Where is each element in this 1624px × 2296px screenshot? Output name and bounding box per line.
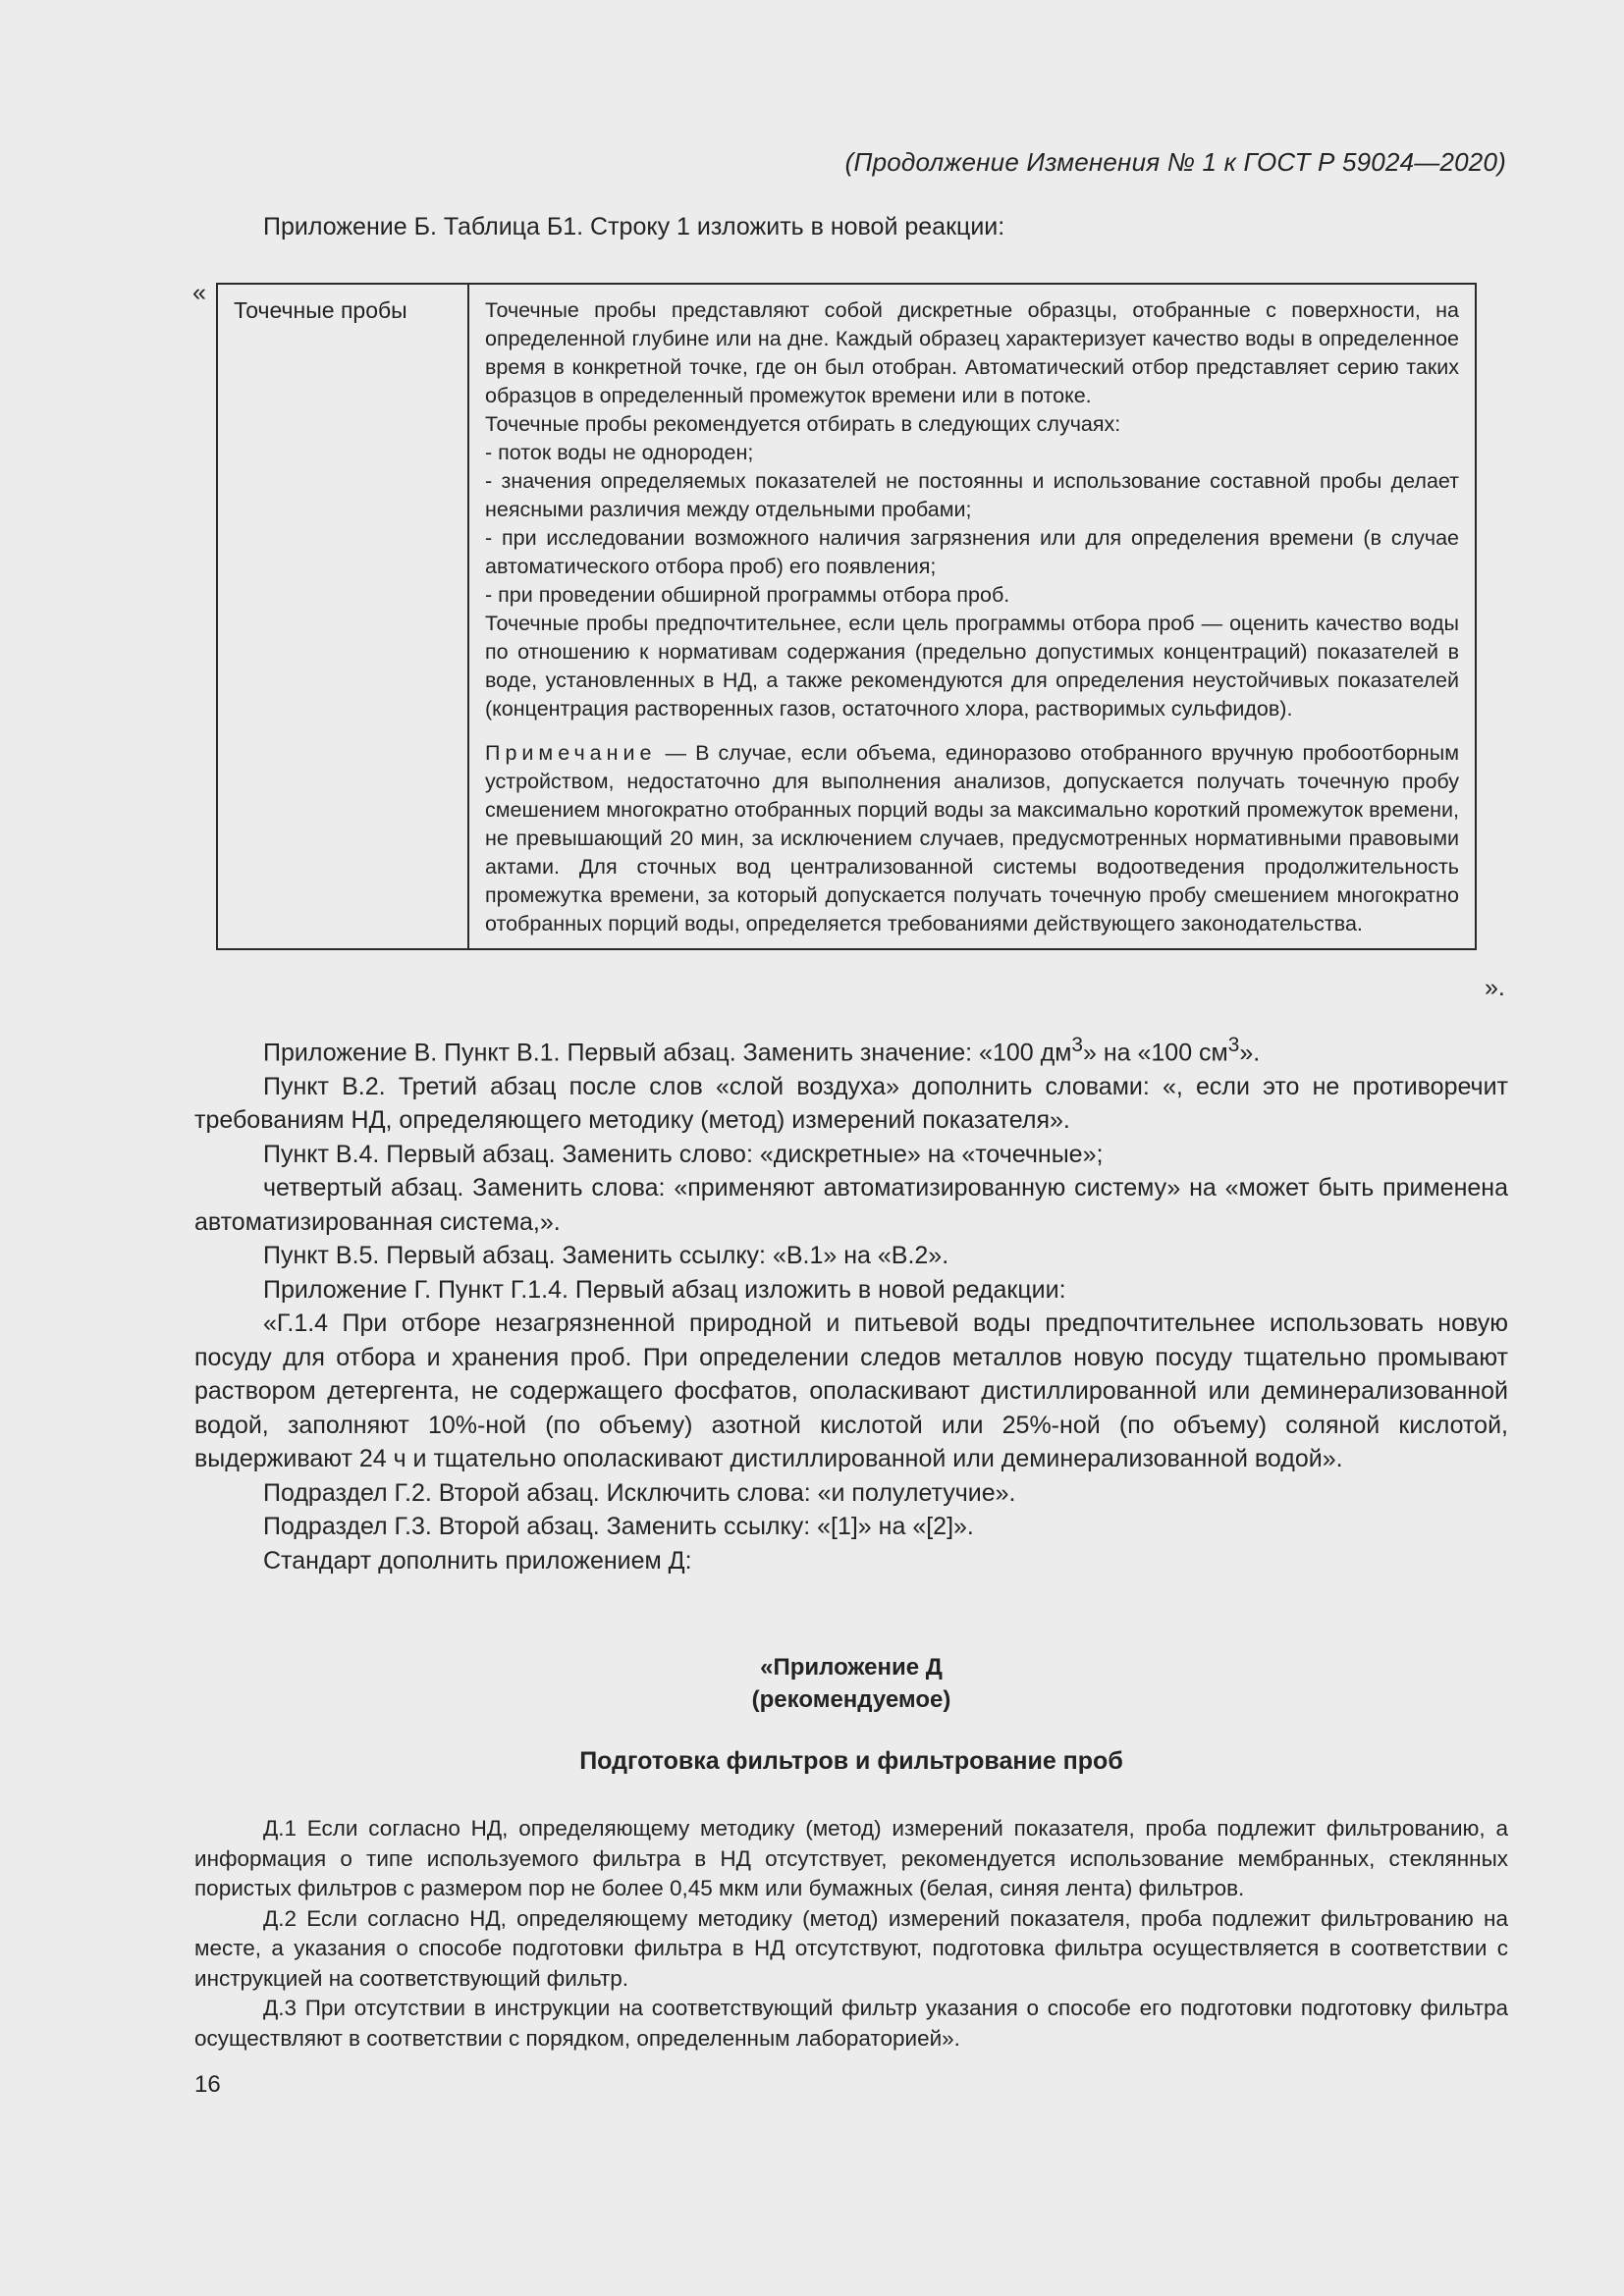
paragraph-v1 bbox=[194, 1029, 1508, 1070]
desc-line: - значения определяемых показателей не постоянны и использование составной пробы делает неясными различия между отдельными пробами; bbox=[485, 469, 1459, 521]
v1-superscript: 3 bbox=[1071, 1034, 1083, 1056]
desc-line: Точечные пробы предпочтительнее, если цель программы отбора проб — оценить качество воды по отношению к нормативам содержания (предельно допустимых концентраций) показателей в воде, установленных в НД, а также рекомендуются для определения неустойчивых показателей (концентрация растворенных газов, остаточного хлора, растворимых сульфидов). bbox=[485, 612, 1459, 721]
appendix-item: Д.3 При отсутствии в инструкции на соответствующий фильтр указания о способе его подготовки подготовку фильтра осуществляют в соответствии с порядком, определенным лабораторией». bbox=[194, 1996, 1508, 2051]
table-term-cell: Точечные пробы bbox=[217, 284, 468, 949]
note-label: Примечание bbox=[485, 741, 657, 765]
paragraph: Пункт В.5. Первый абзац. Заменить ссылку: «В.1» на «В.2». bbox=[263, 1242, 949, 1270]
note-text: — В случае, если объема, единоразово отобранного вручную пробоотборным устройством, недостаточно для выполнения анализов, допускается получать точечную пробу смешением многократно отобранных порций воды за максимально короткий промежуток времени, не превышающий 20 мин, за исключением случаев, предусмотренных нормативными правовыми актами. Для сточных вод централизованной системы водоотведения продолжительность промежутка времени, за который допускается получать точечную пробу смешением многократно отобранных порций воды, определяется требованиями действующего законодательства. bbox=[485, 741, 1459, 935]
paragraph: Стандарт дополнить приложением Д: bbox=[263, 1546, 692, 1575]
appendix-item: Д.1 Если согласно НД, определяющему методику (метод) измерений показателя, проба подлежит фильтрованию, а информация о типе используемого фильтра в НД отсутствует, рекомендуется использование мембранных, стеклянных пористых фильтров с размером пор не более 0,45 мкм или бумажных (белая, синяя лента) фильтров. bbox=[194, 1816, 1508, 1900]
paragraph: «Г.1.4 При отборе незагрязненной природной и питьевой воды предпочтительнее использовать новую посуду для отбора и хранения проб. При определении следов металлов новую посуду тщательно промывают раствором детергента, не содержащего фосфатов, ополаскивают дистиллированной или деминерализованной водой, заполняют 10%-ной (по объему) азотной кислотой или 25%-ной (по объему) соляной кислотой, выдерживают 24 ч и тщательно ополаскивают дистиллированной или деминерализованной водой». bbox=[194, 1309, 1508, 1473]
desc-line: Точечные пробы рекомендуется отбирать в следующих случаях: bbox=[485, 412, 1121, 436]
desc-line: Точечные пробы представляют собой дискретные образцы, отобранные с поверхности, на определенной глубине или на дне. Каждый образец характеризует качество воды в определенное время в конкретной точке, где он был отобран. Автоматический отбор представляет серию таких образцов в определенный промежуток времени или в потоке. bbox=[485, 298, 1459, 407]
appendix-item: Д.2 Если согласно НД, определяющему методику (метод) измерений показателя, проба подлежит фильтрованию на месте, а указания о способе подготовки фильтра в НД отсутствуют, подготовка фильтра осуществляется в соответствии с инструкцией на соответствующий фильтр. bbox=[194, 1905, 1508, 1991]
intro-paragraph: Приложение Б. Таблица Б1. Строку 1 изложить в новой реакции: bbox=[263, 213, 1005, 240]
paragraph: Подраздел Г.2. Второй абзац. Исключить слова: «и полулетучие». bbox=[263, 1478, 1016, 1507]
desc-line: - при проведении обширной программы отбора проб. bbox=[485, 583, 1010, 607]
table-b1-row bbox=[216, 283, 1477, 950]
v1-after: ». bbox=[1239, 1039, 1261, 1067]
v1-before: Приложение В. Пункт В.1. Первый абзац. Заменить значение: «100 дм bbox=[263, 1039, 1072, 1067]
appendix-items bbox=[194, 1814, 1508, 2054]
v1-middle: » на «100 см bbox=[1082, 1039, 1228, 1067]
v1-superscript: 3 bbox=[1227, 1034, 1240, 1056]
amendment-body bbox=[194, 1029, 1508, 1577]
appendix-title-block bbox=[194, 1651, 1508, 1716]
table-close-quote: ». bbox=[1485, 974, 1505, 1001]
running-header: (Продолжение Изменения № 1 к ГОСТ Р 59024—2020) bbox=[844, 147, 1506, 177]
appendix-title: «Приложение Д bbox=[760, 1654, 943, 1681]
table-description-cell bbox=[468, 284, 1476, 949]
paragraph: Пункт В.2. Третий абзац после слов «слой воздуха» дополнить словами: «, если это не противоречит требованиям НД, определяющего методику (метод) измерений показателя». bbox=[194, 1072, 1508, 1135]
appendix-status: (рекомендуемое) bbox=[751, 1686, 951, 1713]
paragraph: четвертый абзац. Заменить слова: «применяют автоматизированную систему» на «может быть применена автоматизированная система,». bbox=[194, 1174, 1508, 1236]
paragraph: Подраздел Г.3. Второй абзац. Заменить ссылку: «[1]» на «[2]». bbox=[263, 1513, 974, 1541]
paragraph: Приложение Г. Пункт Г.1.4. Первый абзац изложить в новой редакции: bbox=[263, 1275, 1066, 1304]
appendix-heading: Подготовка фильтров и фильтрование проб bbox=[579, 1747, 1123, 1775]
desc-line: - при исследовании возможного наличия загрязнения или для определения времени (в случае автоматического отбора проб) его появления; bbox=[485, 526, 1459, 578]
table-note bbox=[485, 739, 1459, 938]
table-row bbox=[217, 284, 1476, 949]
desc-line: - поток воды не однороден; bbox=[485, 441, 754, 464]
paragraph: Пункт В.4. Первый абзац. Заменить слово: «дискретные» на «точечные»; bbox=[263, 1140, 1104, 1168]
table-open-quote: « bbox=[192, 279, 206, 306]
page-number: 16 bbox=[194, 2071, 221, 2098]
